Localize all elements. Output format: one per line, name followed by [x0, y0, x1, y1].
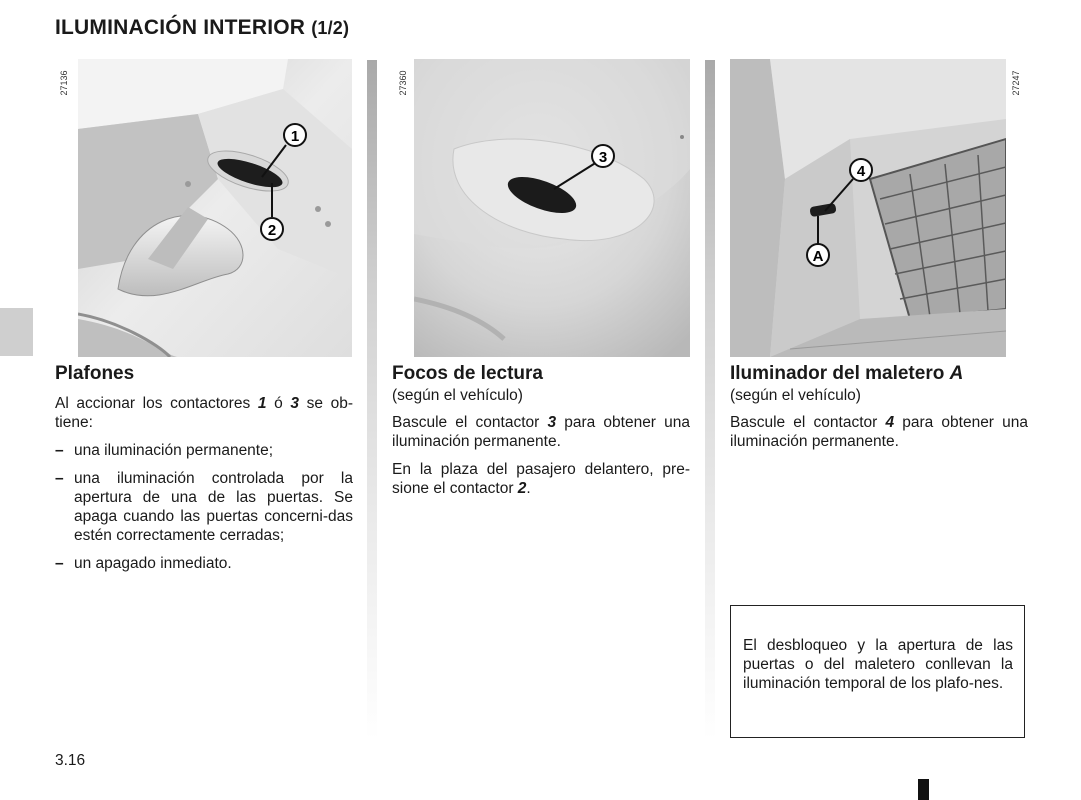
list-item: – una iluminación permanente; — [55, 441, 353, 460]
options-list — [55, 441, 353, 573]
list-item: – una iluminación controlada por la apertura de una de las puertas. Se apaga cuando las puertas concerni-das estén correctamente cerradas; — [55, 469, 353, 545]
section-plafones — [55, 362, 353, 582]
callout-4: 4 — [856, 163, 866, 180]
chapter-tab — [0, 308, 33, 356]
list-item: – un apagado inmediato. — [55, 554, 353, 573]
note-box: El desbloqueo y la apertura de las puertas o del maletero conllevan la iluminación temporal de los plafo-nes. — [730, 605, 1025, 738]
figure-focos-lectura — [414, 59, 690, 357]
figure-reference: 27360 — [398, 70, 408, 96]
section-iluminador-maletero — [730, 362, 1028, 460]
paragraph: Bascule el contactor 4 para obtener una iluminación permanente. — [730, 414, 1028, 450]
callout-1: 1 — [290, 128, 300, 145]
column-separator — [367, 60, 377, 740]
section-intro: Al accionar los contactores 1 ó 3 se ob-tiene: — [55, 395, 353, 431]
section-focos-lectura — [392, 362, 690, 507]
column-separator — [705, 60, 715, 740]
figure-reference: 27247 — [1011, 70, 1021, 96]
section-subtitle: (según el vehículo) — [730, 387, 861, 404]
page-number: 3.16 — [55, 752, 86, 769]
figure-reference: 27136 — [59, 70, 69, 96]
end-marker — [918, 779, 929, 800]
callout-2: 2 — [267, 222, 277, 239]
section-title: Iluminador del maletero A — [730, 363, 964, 384]
paragraph: En la plaza del pasajero delantero, pre-sione el contactor 2. — [392, 461, 690, 497]
paragraph: Bascule el contactor 3 para obtener una iluminación permanente. — [392, 414, 690, 450]
page-title: ILUMINACIÓN INTERIOR (1/2) — [55, 16, 350, 39]
figure-iluminador-maletero — [730, 59, 1006, 357]
callout-3: 3 — [598, 149, 608, 166]
section-subtitle: (según el vehículo) — [392, 387, 523, 404]
section-title: Focos de lectura — [392, 363, 543, 384]
section-title: Plafones — [55, 363, 135, 384]
callout-a: A — [812, 248, 824, 265]
figure-plafon — [78, 59, 352, 357]
